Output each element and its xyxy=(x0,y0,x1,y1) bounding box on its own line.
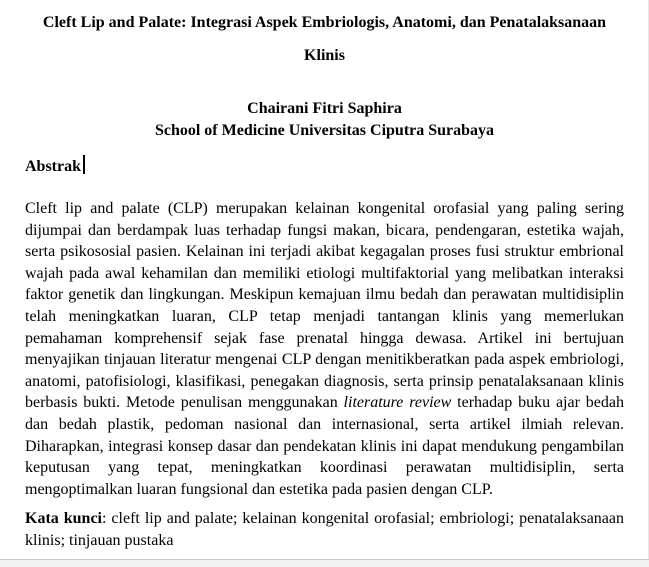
author-affiliation[interactable]: School of Medicine Universitas Ciputra Surabaya xyxy=(154,122,495,139)
abstract-italic-phrase[interactable]: literature review xyxy=(343,394,452,412)
abstract-text-part2[interactable]: terhadap buku ajar bedah dan bedah plastik, pedoman nasional dan internasional, serta artikel ilmiah relevan. Diharapkan, integrasi konsep dasar dan pendekatan klinis ini dapat mendukung pengambilan keputusan yang tepat, meningkatkan koordinasi perawatan multidisiplin, serta mengoptimalkan luaran fungsional dan estetika pada pasien dengan CLP. xyxy=(25,394,624,498)
author-name[interactable]: Chairani Fitri Saphira xyxy=(247,100,402,117)
paper-title[interactable]: Cleft Lip and Palate: Integrasi Aspek Embriologis, Anatomi, dan Penatalaksanaan Klinis xyxy=(42,14,607,64)
page-bottom-edge xyxy=(0,559,649,567)
keywords-label[interactable]: Kata kunci xyxy=(25,510,102,528)
keywords-line[interactable] xyxy=(25,508,624,551)
author-block[interactable] xyxy=(25,98,624,142)
text-cursor xyxy=(83,155,85,174)
abstract-heading[interactable] xyxy=(25,155,624,178)
keywords-text[interactable]: : cleft lip and palate; kelainan kongenital orofasial; embriologi; penatalaksanaan klinis; tinjauan pustaka xyxy=(25,510,624,549)
abstract-text-part1[interactable]: Cleft lip and palate (CLP) merupakan kelainan kongenital orofasial yang paling sering dijumpai dan berdampak luas terhadap fungsi makan, bicara, pendengaran, estetika wajah, serta psikososial pasien. Kelainan ini terjadi akibat kegagalan proses fusi struktur embrional wajah pada awal kehamilan dan memiliki etiologi multifaktorial yang melibatkan interaksi faktor genetik dan lingkungan. Meskipun kemajuan ilmu bedah dan perawatan multidisiplin telah meningkatkan luaran, CLP tetap menjadi tantangan klinis yang memerlukan pemahaman komprehensif sejak fase prenatal hingga dewasa. Artikel ini bertujuan menyajikan tinjauan literatur mengenai CLP dengan menitikberatkan pada aspek embriologi, anatomi, patofisiologi, klasifikasi, penegakan diagnosis, serta prinsip penatalaksanaan klinis berbasis bukti. Metode penulisan menggunakan xyxy=(25,200,624,412)
abstract-paragraph[interactable] xyxy=(25,198,624,500)
abstract-heading-label[interactable]: Abstrak xyxy=(25,158,82,175)
